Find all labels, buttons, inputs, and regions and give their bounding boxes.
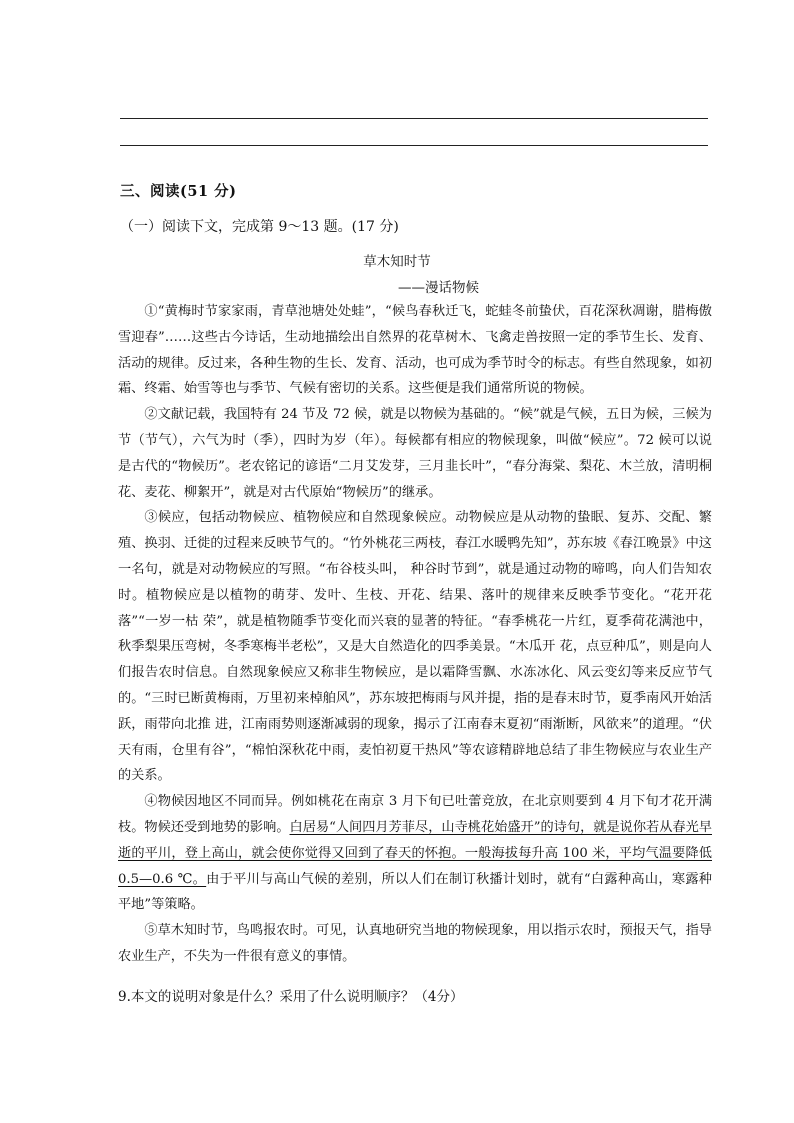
article-title: 草木知时节: [363, 254, 431, 270]
article-subtitle: ——漫话物候: [398, 280, 479, 296]
paragraph-5: ⑤草木知时节，鸟鸣报农时。可见，认真地研究当地的物候现象，用以指示农时，预报天气，指导农业生产，不失为一件很有意义的事情。: [118, 923, 712, 964]
paragraph-1: ①“黄梅时节家家雨，青草池塘处处蛙”，“候鸟春秋迁飞，蛇蛙冬前蛰伏，百花深秋凋谢，腊梅傲雪迎春”……这些古今诗话，生动地描绘出自然界的花草树木、飞禽走兽按照一定的季节生长、发育、活动的规律。反过来，各种生物的生长、发育、活动，也可成为季节时令的标志。有些自然现象，如初霜、终霜、始雪等也与季节、气候有密切的关系。这些便是我们通常所说的物候。: [118, 304, 712, 397]
paragraph-3: ③候应，包括动物候应、植物候应和自然现象候应。动物候应是从动物的蛰眠、复苏、交配、繁殖、换羽、迁徙的过程来反映节气的。“竹外桃花三两枝，春江水暖鸭先知”，苏东坡《春江晚景》中这一名句，就是对动物候应的写照。“布谷枝头叫， 种谷时节到”，就是通过动物的啼鸣，向人们告知农时。植物候应是以植物的萌芽、发叶、生枝、开花、结果、落叶的规律来反映季节变化。“花开花落”“一岁一枯 荣”，就是植物随季节变化而兴衰的显著的特征。“春季桃花一片红，夏季荷花满池中，秋季梨果压弯树，冬季寒梅半老松”，又是大自然造化的四季美景。“木瓜开 花，点豆种瓜”，则是向人们报告农时信息。自然现象候应又称非生物候应，是以霜降雪飘、水冻冰化、风云变幻等来反应节气的。“三时已断黄梅雨，万里初来棹舶风”，苏东坡把梅雨与风并提，指的是春末时节，夏季南风开始活跃，雨带向北推 进，江南雨势则逐渐减弱的现象，揭示了江南春末夏初“雨渐断，风欲来”的道理。“伏天有雨，仓里有谷”，“棉怕深秋花中雨，麦怕初夏干热风”等农谚精辟地总结了非生物候应与农业生产的关系。: [118, 510, 712, 784]
section-heading: 三、阅读(51 分): [120, 183, 237, 200]
paragraph-4: [118, 789, 712, 918]
answer-line-2: [120, 145, 708, 146]
paragraph-4-end: 由于平川与高山气候的差别，所以人们在制订秋播计划时，就有“白露种高山，寒露种平地”等策略。: [118, 871, 712, 913]
article-body: [118, 299, 712, 970]
underlined-sentence: 白居易“人间四月芳菲尽，山寺桃花始盛开”的诗句，就是说你若从春光早逝的平川，登上高山，就会使你觉得又回到了春天的怀抱。一般海拔每升高 100 米，平均气温要降低 0.5—0.6 ℃。: [118, 819, 712, 887]
answer-line-1: [120, 118, 708, 119]
paragraph-2: ②文献记载，我国特有 24 节及 72 候，就是以物候为基础的。“候”就是气候，五日为候，三候为节（节气），六气为时（季），四时为岁（年）。每候都有相应的物候现象，叫做“候应”。72 候可以说是古代的“物候历”。老农铭记的谚语“二月艾发芽，三月韭长叶”，“春分海棠、梨花、木兰放，清明桐花、麦花、柳絮开”，就是对古代原始“物候历”的继承。: [118, 407, 712, 500]
section-subheading: （一）阅读下文，完成第 9～13 题。(17 分): [120, 219, 399, 235]
paragraph-4-intro: ④物候因地区不同而异。例如桃花在南京 3 月下旬已吐蕾竞放，在北京则要到 4 月下旬才花开满枝。物候还受到地势的影响。: [118, 794, 712, 835]
question-9: 9.本文的说明对象是什么？采用了什么说明顺序？（4分）: [118, 989, 464, 1005]
